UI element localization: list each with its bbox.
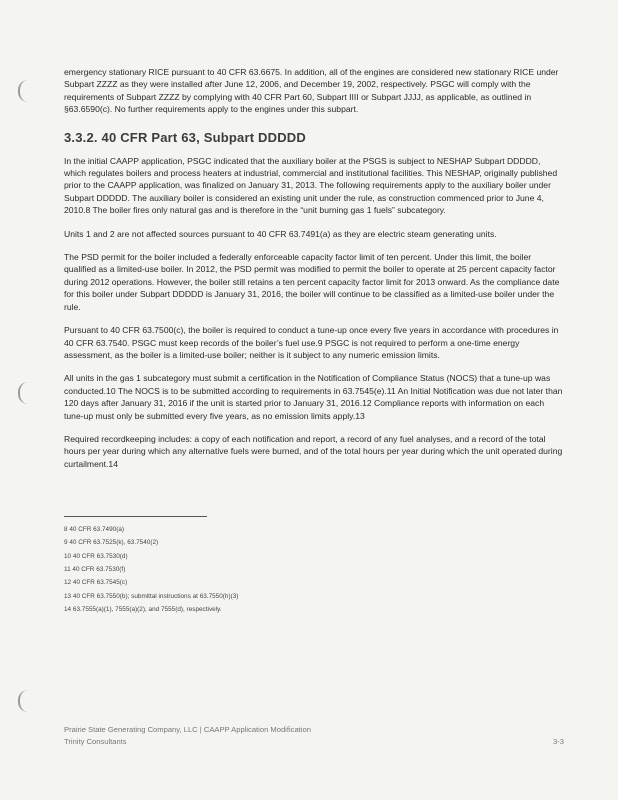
punch-hole-mark [18,690,30,712]
footnote: 11 40 CFR 63.7530(f) [64,566,126,574]
footnote: 9 40 CFR 63.7525(k), 63.7540(2) [64,539,159,547]
footnote: 10 40 CFR 63.7530(d) [64,552,128,560]
punch-hole-mark [18,382,30,404]
paragraph: Pursuant to 40 CFR 63.7500(c), the boiler is required to conduct a tune-up once every five years in accordance with procedures in 40 CFR 63.7540. PSGC must keep records of the boiler’s fuel use.9 PSGC is not required to perform a one-time energy assessment, as the boiler is a limited-use boiler; neither is it subject to any numeric emission limits. [64,325,559,360]
paragraph: The PSD permit for the boiler included a federally enforceable capacity factor limit of ten percent. Under this limit, the boiler qualified as a limited-use boiler. In 2012, the PSD permit was modified to permit the boiler to operate at 25 percent capacity factor during 2012 operations. However, the boiler still retains a ten percent capacity factor limit for 2013 onward. As the compliance date for this boiler under Subpart DDDDD is January 31, 2016, the boiler will continue to be classified as a limited-use boiler under the rule. [64,252,560,312]
footnote: 13 40 CFR 63.7550(b); submittal instructions at 63.7550(h)(3) [64,592,239,600]
paragraph: All units in the gas 1 subcategory must submit a certification in the Notification of Compliance Status (NOCS) that a tune-up was conducted.10 The NOCS is to be submitted according to requirements in 63.7545(e).11 An Initial Notification was due not later than 120 days after January 31, 2016 if the unit is started prior to January 31, 2016.12 Compliance reports with information on each tune-up must only be submitted every five years, as no emission limits apply.13 [64,373,563,421]
paragraph: Units 1 and 2 are not affected sources pursuant to 40 CFR 63.7491(a) as they are electric steam generating units. [64,228,497,239]
footnote: 12 40 CFR 63.7545(c) [64,579,128,587]
paragraph-continued: emergency stationary RICE pursuant to 40 CFR 63.6675. In addition, all of the engines are considered new stationary RICE under Subpart ZZZZ as they were installed after June 12, 2006, and December 19, 2002, respectively. PSGC will comply with the requirements of Subpart ZZZZ by complying with 40 CFR Part 60, Subpart IIII or Subpart JJJJ, as applicable, as outlined in §63.6590(c). No further requirements apply to the engines under this subpart. [64,67,559,115]
section-heading: 3.3.2. 40 CFR Part 63, Subpart DDDDD [64,129,306,145]
paragraph: Required recordkeeping includes: a copy of each notification and report, a record of any fuel analyses, and a record of the total hours per year during which any alternative fuels were burned, and of the total hours per year during which the unit operated during curtailment.14 [64,433,563,469]
footnote: 8 40 CFR 63.7490(a) [64,526,125,534]
punch-hole-mark [18,80,30,102]
paragraph: In the initial CAAPP application, PSGC indicated that the auxiliary boiler at the PSGS is subject to NESHAP Subpart DDDDD, which regulates boilers and process heaters at industrial, commercial and institutional facilities. This NESHAP, originally published prior to the CAAPP application, was finalized on January 31, 2013. The following requirements apply to the auxiliary boiler under Subpart DDDDD. The auxiliary boiler is considered an existing unit under the rule, as construction commenced prior to June 4, 2010.8 The boiler fires only natural gas and is therefore in the “unit burning gas 1 fuels” subcategory. [64,155,558,216]
page-content [64,66,564,616]
footnote: 14 63.7555(a)(1), 7555(a)(2), and 7555(d), respectively. [64,605,222,613]
page-footer [64,724,564,748]
footer-consultant: Trinity Consultants [64,737,127,746]
footnote-separator [64,516,207,517]
page-number: 3-3 [553,737,564,746]
footer-company: Prairie State Generating Company, LLC | CAAPP Application Modification [64,725,311,734]
